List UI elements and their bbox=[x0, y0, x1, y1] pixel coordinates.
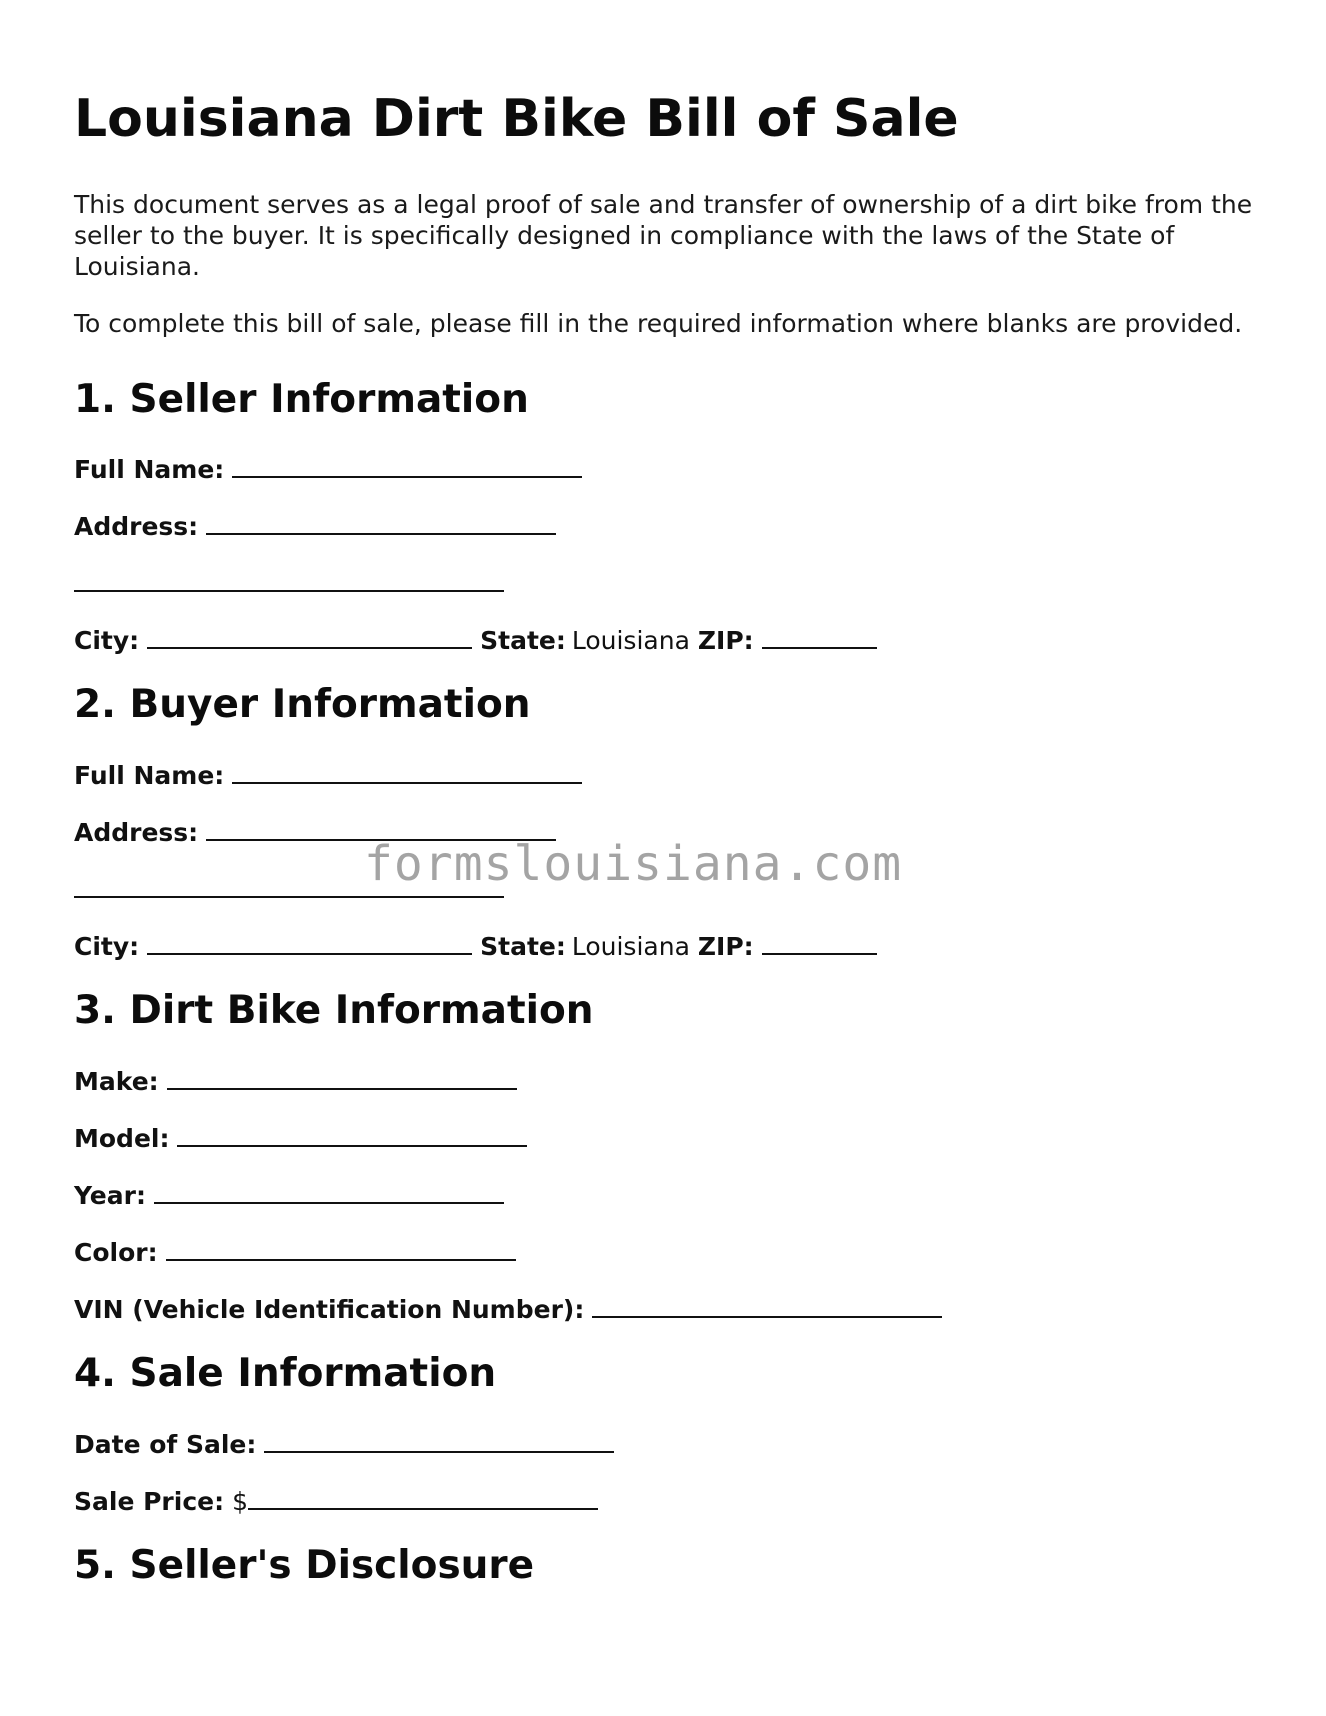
bike-vin-label: VIN (Vehicle Identification Number): bbox=[74, 1295, 585, 1325]
bike-section bbox=[74, 990, 1264, 1325]
seller-address-line-2-blank[interactable] bbox=[74, 570, 504, 592]
buyer-city-blank[interactable] bbox=[147, 933, 472, 955]
bike-color-label: Color: bbox=[74, 1238, 158, 1268]
page-title: Louisiana Dirt Bike Bill of Sale bbox=[74, 89, 959, 149]
sale-price-label: Sale Price: bbox=[74, 1487, 225, 1517]
bike-make-field bbox=[74, 1067, 1264, 1097]
bike-make-blank[interactable] bbox=[167, 1068, 517, 1090]
bike-model-label: Model: bbox=[74, 1124, 170, 1154]
seller-city-blank[interactable] bbox=[147, 627, 472, 649]
bill-of-sale-document bbox=[74, 89, 1264, 1622]
bike-year-label: Year: bbox=[74, 1181, 146, 1211]
bike-color-field bbox=[74, 1238, 1264, 1268]
seller-address-blank[interactable] bbox=[206, 513, 556, 535]
bike-model-field bbox=[74, 1124, 1264, 1154]
watermark: formslouisiana.com bbox=[364, 836, 903, 892]
seller-state-value: Louisiana bbox=[571, 626, 690, 656]
sale-date-field bbox=[74, 1430, 1264, 1460]
seller-city-label: City: bbox=[74, 626, 140, 656]
buyer-state-label: State: bbox=[480, 932, 566, 962]
buyer-city-label: City: bbox=[74, 932, 140, 962]
seller-city-state-zip bbox=[74, 626, 1264, 656]
bike-color-blank[interactable] bbox=[166, 1239, 516, 1261]
buyer-city-state-zip bbox=[74, 932, 1264, 962]
seller-zip-label: ZIP: bbox=[697, 626, 754, 656]
buyer-zip-label: ZIP: bbox=[697, 932, 754, 962]
bike-year-blank[interactable] bbox=[154, 1182, 504, 1204]
bike-model-blank[interactable] bbox=[177, 1125, 527, 1147]
sale-date-blank[interactable] bbox=[264, 1431, 614, 1453]
disclosure-section bbox=[74, 1545, 1264, 1588]
bike-make-label: Make: bbox=[74, 1067, 159, 1097]
intro-paragraph-2: To complete this bill of sale, please fill in the required information where blanks are provided. bbox=[74, 308, 1243, 338]
buyer-section bbox=[74, 684, 1264, 962]
buyer-full-name-label: Full Name: bbox=[74, 761, 225, 791]
sale-price-blank[interactable] bbox=[248, 1488, 598, 1510]
buyer-state-value: Louisiana bbox=[571, 932, 690, 962]
buyer-heading: 2. Buyer Information bbox=[74, 682, 531, 728]
sale-section bbox=[74, 1353, 1264, 1517]
buyer-address-label: Address: bbox=[74, 818, 199, 848]
seller-heading: 1. Seller Information bbox=[74, 376, 529, 422]
bike-vin-blank[interactable] bbox=[592, 1296, 942, 1318]
sale-price-field bbox=[74, 1487, 1264, 1517]
seller-state-label: State: bbox=[480, 626, 566, 656]
bike-year-field bbox=[74, 1181, 1264, 1211]
sale-heading: 4. Sale Information bbox=[74, 1351, 497, 1397]
buyer-full-name-field bbox=[74, 761, 1264, 791]
buyer-address-field bbox=[74, 818, 1264, 848]
buyer-zip-blank[interactable] bbox=[762, 933, 877, 955]
bike-vin-field bbox=[74, 1295, 1264, 1325]
buyer-address-blank[interactable] bbox=[206, 819, 556, 841]
sale-date-label: Date of Sale: bbox=[74, 1430, 257, 1460]
bike-heading: 3. Dirt Bike Information bbox=[74, 988, 594, 1034]
seller-full-name-blank[interactable] bbox=[232, 456, 582, 478]
seller-address-field bbox=[74, 512, 1264, 542]
buyer-address-line-2-blank[interactable] bbox=[74, 876, 504, 898]
seller-address-label: Address: bbox=[74, 512, 199, 542]
currency-symbol: $ bbox=[232, 1487, 249, 1517]
buyer-address-line-2 bbox=[74, 875, 1264, 905]
seller-full-name-field bbox=[74, 455, 1264, 485]
intro-paragraph-1: This document serves as a legal proof of sale and transfer of ownership of a dirt bike from the seller to the buyer. It is specifically designed in compliance with the laws of the State of Louisiana. bbox=[74, 189, 1253, 281]
seller-zip-blank[interactable] bbox=[762, 627, 877, 649]
seller-section bbox=[74, 376, 1264, 657]
buyer-full-name-blank[interactable] bbox=[232, 762, 582, 784]
seller-address-line-2 bbox=[74, 569, 1264, 599]
seller-full-name-label: Full Name: bbox=[74, 455, 225, 485]
disclosure-heading: 5. Seller's Disclosure bbox=[74, 1543, 535, 1589]
